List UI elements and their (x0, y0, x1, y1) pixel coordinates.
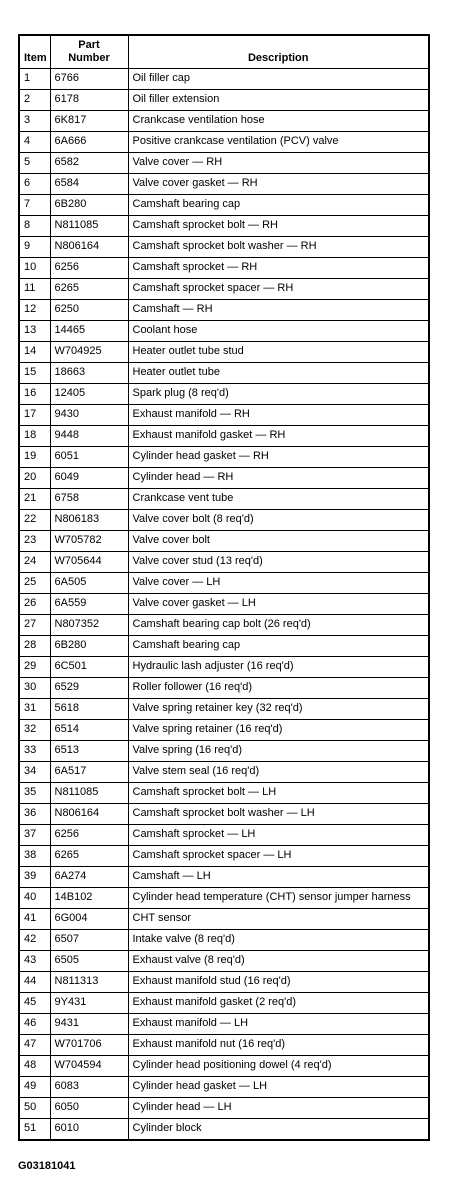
cell-part-number: W704925 (50, 342, 128, 363)
cell-item: 4 (19, 132, 50, 153)
cell-part-number: 12405 (50, 384, 128, 405)
cell-part-number: N807352 (50, 615, 128, 636)
cell-part-number: N806183 (50, 510, 128, 531)
table-row (19, 594, 429, 615)
cell-description: Cylinder head positioning dowel (4 req'd) (128, 1056, 429, 1077)
cell-item: 39 (19, 867, 50, 888)
cell-part-number: 6766 (50, 69, 128, 90)
cell-part-number: 9430 (50, 405, 128, 426)
table-row (19, 363, 429, 384)
cell-description: Exhaust manifold — RH (128, 405, 429, 426)
cell-part-number: W704594 (50, 1056, 128, 1077)
cell-item: 32 (19, 720, 50, 741)
cell-item: 9 (19, 237, 50, 258)
table-row (19, 132, 429, 153)
cell-item: 6 (19, 174, 50, 195)
cell-item: 48 (19, 1056, 50, 1077)
table-row (19, 405, 429, 426)
table-row (19, 468, 429, 489)
cell-description: Crankcase vent tube (128, 489, 429, 510)
table-row (19, 300, 429, 321)
cell-item: 7 (19, 195, 50, 216)
table-row (19, 153, 429, 174)
table-row (19, 111, 429, 132)
table-row (19, 762, 429, 783)
cell-part-number: 6A666 (50, 132, 128, 153)
cell-item: 29 (19, 657, 50, 678)
cell-description: Valve cover stud (13 req'd) (128, 552, 429, 573)
cell-item: 11 (19, 279, 50, 300)
cell-item: 46 (19, 1014, 50, 1035)
cell-description: Valve cover bolt (128, 531, 429, 552)
cell-item: 45 (19, 993, 50, 1014)
cell-description: Coolant hose (128, 321, 429, 342)
table-row (19, 615, 429, 636)
cell-description: Camshaft sprocket spacer — LH (128, 846, 429, 867)
cell-description: Camshaft sprocket bolt washer — RH (128, 237, 429, 258)
header-part-line2: Number (68, 52, 110, 64)
cell-description: Exhaust valve (8 req'd) (128, 951, 429, 972)
cell-description: Oil filler extension (128, 90, 429, 111)
table-row (19, 489, 429, 510)
cell-part-number: 18663 (50, 363, 128, 384)
cell-item: 31 (19, 699, 50, 720)
table-row (19, 195, 429, 216)
cell-description: Valve cover gasket — RH (128, 174, 429, 195)
cell-item: 44 (19, 972, 50, 993)
cell-part-number: 6K817 (50, 111, 128, 132)
cell-part-number: 6051 (50, 447, 128, 468)
cell-part-number: 9431 (50, 1014, 128, 1035)
cell-item: 14 (19, 342, 50, 363)
table-row (19, 783, 429, 804)
figure-id: G03181041 (18, 1160, 76, 1172)
table-row (19, 1119, 429, 1141)
cell-item: 34 (19, 762, 50, 783)
table-row (19, 384, 429, 405)
cell-item: 50 (19, 1098, 50, 1119)
cell-description: Valve spring retainer key (32 req'd) (128, 699, 429, 720)
cell-item: 17 (19, 405, 50, 426)
cell-description: Camshaft sprocket bolt washer — LH (128, 804, 429, 825)
table-row (19, 678, 429, 699)
cell-part-number: 9Y431 (50, 993, 128, 1014)
table-row (19, 321, 429, 342)
table-row (19, 342, 429, 363)
table-row (19, 1014, 429, 1035)
cell-part-number: 6B280 (50, 636, 128, 657)
cell-part-number: W705782 (50, 531, 128, 552)
header-part-number (50, 35, 128, 69)
parts-table (18, 34, 430, 1141)
cell-item: 22 (19, 510, 50, 531)
cell-part-number: 6083 (50, 1077, 128, 1098)
cell-part-number: 6250 (50, 300, 128, 321)
table-row (19, 1035, 429, 1056)
header-description: Description (128, 35, 429, 69)
cell-item: 20 (19, 468, 50, 489)
cell-part-number: W701706 (50, 1035, 128, 1056)
cell-part-number: 6010 (50, 1119, 128, 1141)
cell-description: Cylinder block (128, 1119, 429, 1141)
cell-part-number: N811313 (50, 972, 128, 993)
table-row (19, 1056, 429, 1077)
cell-description: Valve spring (16 req'd) (128, 741, 429, 762)
table-row (19, 636, 429, 657)
header-item: Item (19, 35, 50, 69)
cell-part-number: 6514 (50, 720, 128, 741)
cell-part-number: 5618 (50, 699, 128, 720)
cell-description: Valve stem seal (16 req'd) (128, 762, 429, 783)
cell-part-number: 9448 (50, 426, 128, 447)
cell-description: Heater outlet tube (128, 363, 429, 384)
cell-description: Cylinder head — LH (128, 1098, 429, 1119)
cell-description: Oil filler cap (128, 69, 429, 90)
cell-description: Cylinder head gasket — RH (128, 447, 429, 468)
cell-description: Spark plug (8 req'd) (128, 384, 429, 405)
cell-item: 47 (19, 1035, 50, 1056)
cell-description: Roller follower (16 req'd) (128, 678, 429, 699)
table-row (19, 447, 429, 468)
table-row (19, 573, 429, 594)
cell-part-number: 6C501 (50, 657, 128, 678)
cell-item: 35 (19, 783, 50, 804)
cell-part-number: 6A274 (50, 867, 128, 888)
cell-part-number: N806164 (50, 804, 128, 825)
cell-description: Exhaust manifold gasket — RH (128, 426, 429, 447)
cell-item: 33 (19, 741, 50, 762)
cell-description: Valve cover — RH (128, 153, 429, 174)
table-row (19, 237, 429, 258)
table-row (19, 741, 429, 762)
cell-description: Heater outlet tube stud (128, 342, 429, 363)
cell-part-number: 6584 (50, 174, 128, 195)
cell-item: 25 (19, 573, 50, 594)
table-row (19, 90, 429, 111)
table-row (19, 258, 429, 279)
cell-description: Intake valve (8 req'd) (128, 930, 429, 951)
cell-description: Valve cover — LH (128, 573, 429, 594)
cell-item: 26 (19, 594, 50, 615)
cell-item: 37 (19, 825, 50, 846)
cell-part-number: 6513 (50, 741, 128, 762)
cell-description: Camshaft sprocket — RH (128, 258, 429, 279)
cell-description: Exhaust manifold nut (16 req'd) (128, 1035, 429, 1056)
cell-description: Camshaft bearing cap (128, 636, 429, 657)
cell-item: 27 (19, 615, 50, 636)
cell-part-number: 6582 (50, 153, 128, 174)
cell-part-number: W705644 (50, 552, 128, 573)
cell-description: Camshaft bearing cap bolt (26 req'd) (128, 615, 429, 636)
cell-item: 19 (19, 447, 50, 468)
header-part-line1: Part (78, 39, 100, 51)
table-row (19, 69, 429, 90)
cell-part-number: 6256 (50, 825, 128, 846)
table-row (19, 531, 429, 552)
cell-item: 5 (19, 153, 50, 174)
table-row (19, 951, 429, 972)
cell-item: 16 (19, 384, 50, 405)
cell-item: 1 (19, 69, 50, 90)
cell-description: Camshaft sprocket bolt — RH (128, 216, 429, 237)
cell-description: Camshaft sprocket spacer — RH (128, 279, 429, 300)
table-row (19, 909, 429, 930)
cell-item: 10 (19, 258, 50, 279)
cell-part-number: 6265 (50, 846, 128, 867)
cell-item: 15 (19, 363, 50, 384)
cell-part-number: 6G004 (50, 909, 128, 930)
table-row (19, 867, 429, 888)
table-row (19, 930, 429, 951)
table-row (19, 174, 429, 195)
cell-description: CHT sensor (128, 909, 429, 930)
cell-part-number: 6A505 (50, 573, 128, 594)
cell-part-number: 6049 (50, 468, 128, 489)
cell-item: 3 (19, 111, 50, 132)
cell-description: Valve spring retainer (16 req'd) (128, 720, 429, 741)
cell-item: 41 (19, 909, 50, 930)
cell-part-number: N806164 (50, 237, 128, 258)
cell-item: 21 (19, 489, 50, 510)
cell-part-number: 6A517 (50, 762, 128, 783)
cell-part-number: 6B280 (50, 195, 128, 216)
cell-item: 36 (19, 804, 50, 825)
cell-description: Cylinder head — RH (128, 468, 429, 489)
table-row (19, 657, 429, 678)
cell-description: Camshaft — RH (128, 300, 429, 321)
cell-part-number: N811085 (50, 783, 128, 804)
cell-item: 24 (19, 552, 50, 573)
table-row (19, 888, 429, 909)
cell-description: Exhaust manifold stud (16 req'd) (128, 972, 429, 993)
cell-description: Exhaust manifold — LH (128, 1014, 429, 1035)
table-row (19, 1098, 429, 1119)
cell-part-number: 6507 (50, 930, 128, 951)
cell-item: 8 (19, 216, 50, 237)
cell-description: Valve cover bolt (8 req'd) (128, 510, 429, 531)
cell-item: 43 (19, 951, 50, 972)
cell-item: 13 (19, 321, 50, 342)
cell-description: Hydraulic lash adjuster (16 req'd) (128, 657, 429, 678)
cell-description: Exhaust manifold gasket (2 req'd) (128, 993, 429, 1014)
cell-description: Crankcase ventilation hose (128, 111, 429, 132)
cell-part-number: N811085 (50, 216, 128, 237)
cell-item: 42 (19, 930, 50, 951)
cell-item: 12 (19, 300, 50, 321)
cell-description: Camshaft sprocket bolt — LH (128, 783, 429, 804)
cell-part-number: 6505 (50, 951, 128, 972)
cell-part-number: 6A559 (50, 594, 128, 615)
table-row (19, 552, 429, 573)
table-row (19, 279, 429, 300)
cell-part-number: 6256 (50, 258, 128, 279)
cell-description: Camshaft sprocket — LH (128, 825, 429, 846)
cell-part-number: 6758 (50, 489, 128, 510)
cell-description: Positive crankcase ventilation (PCV) valve (128, 132, 429, 153)
cell-item: 40 (19, 888, 50, 909)
cell-item: 49 (19, 1077, 50, 1098)
cell-item: 18 (19, 426, 50, 447)
cell-item: 51 (19, 1119, 50, 1141)
cell-part-number: 14B102 (50, 888, 128, 909)
cell-part-number: 6050 (50, 1098, 128, 1119)
cell-part-number: 6178 (50, 90, 128, 111)
table-body (19, 69, 429, 1141)
cell-description: Camshaft — LH (128, 867, 429, 888)
table-row (19, 699, 429, 720)
cell-description: Cylinder head temperature (CHT) sensor jumper harness (128, 888, 429, 909)
cell-description: Cylinder head gasket — LH (128, 1077, 429, 1098)
table-row (19, 1077, 429, 1098)
table-row (19, 216, 429, 237)
table-header-row (19, 35, 429, 69)
table-row (19, 720, 429, 741)
cell-item: 23 (19, 531, 50, 552)
table-row (19, 426, 429, 447)
cell-description: Camshaft bearing cap (128, 195, 429, 216)
table-row (19, 993, 429, 1014)
cell-part-number: 6529 (50, 678, 128, 699)
table-row (19, 804, 429, 825)
table-row (19, 846, 429, 867)
cell-item: 38 (19, 846, 50, 867)
cell-item: 2 (19, 90, 50, 111)
cell-description: Valve cover gasket — LH (128, 594, 429, 615)
cell-part-number: 14465 (50, 321, 128, 342)
table-row (19, 510, 429, 531)
cell-part-number: 6265 (50, 279, 128, 300)
table-row (19, 972, 429, 993)
cell-item: 28 (19, 636, 50, 657)
table-row (19, 825, 429, 846)
cell-item: 30 (19, 678, 50, 699)
